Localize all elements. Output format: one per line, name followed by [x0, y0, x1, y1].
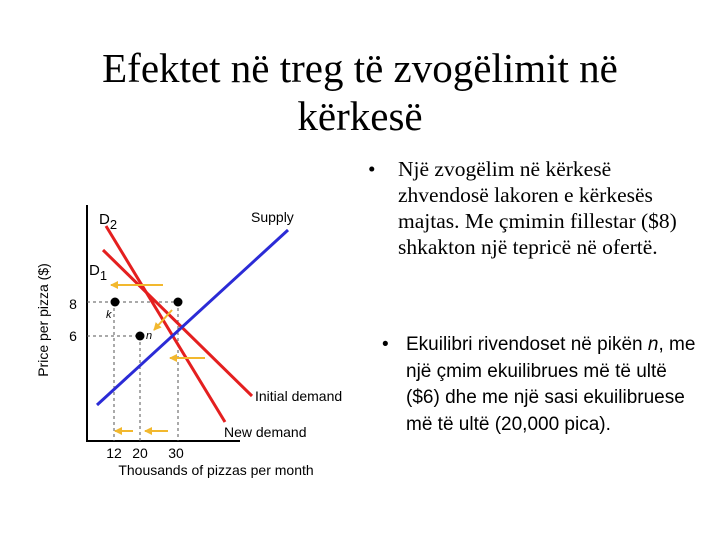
d1-letter: D: [89, 262, 100, 279]
point-k-marker: [111, 298, 120, 307]
x-tick-label: 30: [168, 445, 184, 461]
bullet-text: [406, 332, 696, 438]
d1-subscript: 1: [99, 268, 108, 283]
x-axis-label: Thousands of pizzas per month: [118, 462, 314, 478]
x-tick-label: 20: [132, 445, 148, 461]
d2-subscript: 2: [109, 217, 118, 232]
point-n-label: n: [146, 330, 153, 342]
x-tick-label: 12: [106, 445, 122, 461]
point-reference: n: [647, 334, 659, 355]
bullet-text: Një zvogëlim në kërkesë zhvendosë lakoren e kërkesës majtas. Me çmimin fillestar ($8) shkakton një tepricë në ofertë.: [398, 157, 677, 259]
y-tick-label: 6: [69, 328, 77, 344]
shift-arrow: [154, 310, 172, 330]
point-k-label: k: [106, 309, 112, 321]
new-demand-label: New demand: [224, 424, 307, 440]
d2-letter: D: [99, 211, 110, 228]
point-initial-equilibrium: [174, 298, 183, 307]
d1-label: [89, 262, 107, 283]
bullet-symbol: •: [382, 334, 389, 355]
initial-demand-label: Initial demand: [255, 388, 343, 404]
bullet-text-part: Ekuilibri rivendoset në pikën: [406, 334, 648, 355]
slide-title: Efektet në treg të zvogëlimit në kërkesë: [102, 45, 618, 139]
new-demand-curve: [106, 226, 225, 422]
y-axis-label: Price per pizza ($): [35, 263, 51, 377]
y-tick-label: 8: [69, 296, 77, 312]
supply-label: Supply: [251, 209, 294, 225]
point-n-marker: [136, 332, 145, 341]
bullet-symbol: •: [368, 157, 376, 181]
supply-demand-diagram: [0, 190, 360, 490]
bullet-text-part: , me një çmim ekuilibrues më të ultë ($6) dhe me një sasi ekuilibruese më të ultë (20,000 pica).: [406, 334, 696, 435]
